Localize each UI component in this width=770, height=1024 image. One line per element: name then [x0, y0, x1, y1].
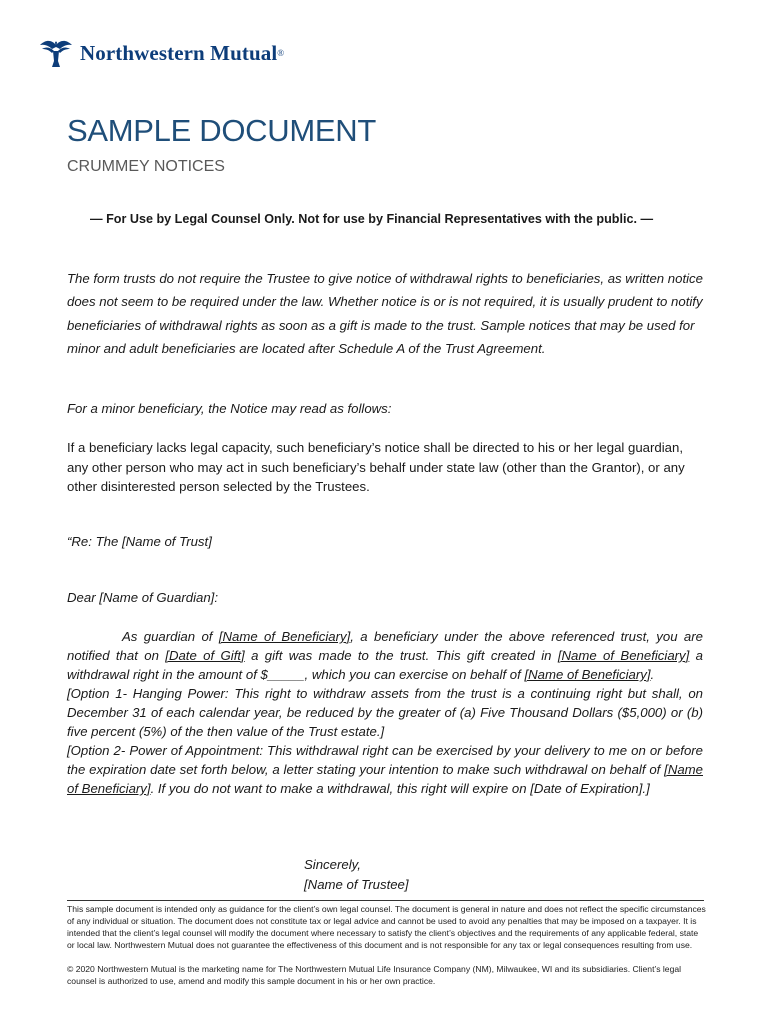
disclaimer: This sample document is intended only as guidance for the client’s own legal counsel. The document is general in nature and does not reflect the specific circumstances of any individual or situation. The document does not constitute tax or legal advice and cannot be used to avoid any penalties that may be imposed on a taxpayer. It is intended that the client’s legal counsel will modify the document where necessary to satisfy the client’s objectives and the requirements of any applicable federal, state or local law. Northwestern Mutual does not guarantee the effectiveness of this document and is not responsible for any tax or legal consequences resulting from use.: [67, 904, 706, 950]
document-title: SAMPLE DOCUMENT: [67, 113, 376, 148]
beneficiary-placeholder: [Name of Beneficiary]: [524, 667, 651, 682]
footer: [67, 903, 707, 987]
letter-text: a gift was made to the trust. This gift created in: [244, 648, 558, 663]
letter-body: [67, 627, 703, 798]
re-line: “Re: The [Name of Trust]: [67, 534, 212, 549]
date-placeholder: [Date of Gift]: [165, 648, 245, 663]
closing: Sincerely,: [304, 857, 361, 872]
signature-block: [304, 855, 409, 895]
brand-logo: [38, 37, 284, 69]
salutation: Dear [Name of Guardian]:: [67, 590, 218, 605]
letter-text: , a beneficiary under the above referenced trust, you are notified that on: [67, 629, 703, 663]
footer-divider: [67, 900, 704, 901]
option-1-paragraph: [Option 1- Hanging Power: This right to withdraw assets from the trust is a continuing right but shall, on December 31 of each calendar year, be reduced by the greater of (a) Five Thousand Dollars ($5,000) or (b) five percent (5%) of the then value of the Trust estate.]: [67, 686, 703, 739]
document-subtitle: CRUMMEY NOTICES: [67, 158, 225, 175]
letter-text: a withdrawal right in the amount of $_____, which you can exercise on behalf of: [67, 648, 704, 682]
signer-name: [Name of Trustee]: [304, 877, 409, 892]
capacity-paragraph: If a beneficiary lacks legal capacity, such beneficiary’s notice shall be directed to his or her legal guardian, any other person who may act in such beneficiary’s behalf under state law (other than the Grantor), or any other disinterested person selected by the Trustees.: [67, 440, 685, 494]
registered-mark: ®: [277, 48, 285, 58]
beneficiary-placeholder: [Name of Beneficiary]: [218, 629, 351, 644]
eagle-logo-icon: [38, 37, 74, 69]
letter-text: [Option 2- Power of Appointment: This withdrawal right can be exercised by your delivery to me on or before the expiration date set forth below, a letter stating your intention to make such withdrawal on behalf of: [67, 743, 703, 777]
copyright: © 2020 Northwestern Mutual is the marketing name for The Northwestern Mutual Life Insurance Company (NM), Milwaukee, WI and its subsidiaries. Client’s legal counsel is authorized to use, amend and modify this sample document in his or her own practice.: [67, 964, 682, 986]
usage-notice: — For Use by Legal Counsel Only. Not for use by Financial Representatives with the public. —: [90, 212, 654, 226]
letter-text: As guardian of: [122, 629, 219, 644]
brand-name: Northwestern Mutual: [80, 40, 278, 65]
intro-paragraph: The form trusts do not require the Trustee to give notice of withdrawal rights to beneficiaries, as written notice does not seem to be required under the law. Whether notice is or is not required, it is usually prudent to notify beneficiaries of withdrawal rights as soon as a gift is made to the trust. Sample notices that may be used for minor and adult beneficiaries are located after Schedule A of the Trust Agreement.: [67, 271, 703, 356]
letter-text: .: [650, 667, 655, 682]
option-2-paragraph: [67, 741, 703, 798]
beneficiary-placeholder: [Name of Beneficiary]: [67, 762, 703, 796]
letter-text: . If you do not want to make a withdrawal, this right will expire on [Date of Expiration].]: [150, 781, 650, 796]
beneficiary-placeholder: [Name of Beneficiary]: [557, 648, 690, 663]
minor-intro: For a minor beneficiary, the Notice may read as follows:: [67, 401, 392, 416]
letter-paragraph: [67, 627, 703, 684]
